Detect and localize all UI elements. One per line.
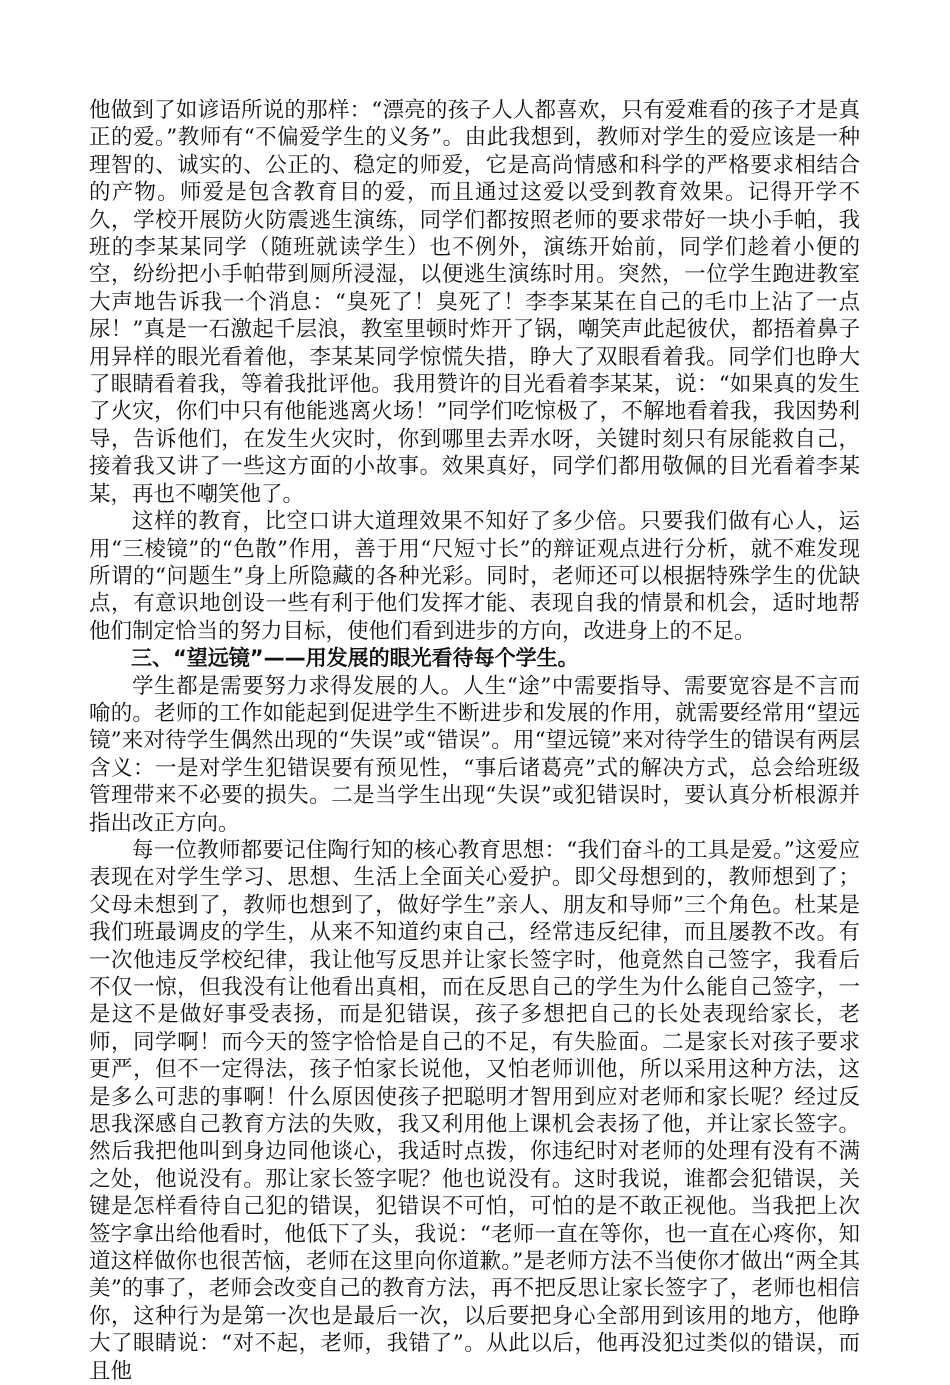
paragraph-tao-xingzhi-story: 每一位教师都要记住陶行知的核心教育思想：“我们奋斗的工具是爱。”这爱应表现在对学生学习、思想、生活上全面关心爱护。即父母想到的，教师想到了；父母未想到了，教师也想到了，做好学生”亲人、朋友和导师”三个角色。杜某是我们班最调皮的学生，从来不知道约束自己，经常违反纪律，而且屡教不改。有一次他违反学校纪律，我让他写反思并让家长签字时，他竟然自己签字，我看后不仅一惊，但我没有让他看出真相，而在反思自己的学生为什么能自己签字，一是这不是做好事受表扬，而是犯错误，孩子多想把自己的长处表现给家长，老师，同学啊！而今天的签字恰恰是自己的不足，有失脸面。二是家长对孩子要求更严，但不一定得法，孩子怕家长说他，又怕老师训他，所以采用这种方法，这是多么可悲的事啊！什么原因使孩子把聪明才智用到应对老师和家长呢？经过反思我深感自己教育方法的失败，我又利用他上课机会表扬了他，并让家长签字。然后我把他叫到身边同他谈心，我适时点拨，你违纪时对老师的处理有没有不满之处，他说没有。那让家长签字呢？他也说没有。这时我说，谁都会犯错误，关键是怎样看待自己犯的错误，犯错误不可怕，可怕的是不敢正视他。当我把上次签字拿出给他看时，他低下了头，我说：“老师一直在等你，也一直在心疼你，知道这样做你也很苦恼，老师在这里向你道歉。”是老师方法不当使你才做出“两全其美”的事了，老师会改变自己的教育方法，再不把反思让家长签字了，老师也相信你，这种行为是第一次也是最后一次，以后要把身心全部用到该用的地方，他睁大了眼睛说：“对不起，老师，我错了”。从此以后，他再没犯过类似的错误，而且他: [89, 837, 860, 1384]
paragraph-fire-drill-story: 他做到了如谚语所说的那样：“漂亮的孩子人人都喜欢，只有爱难看的孩子才是真正的爱。”教师有“不偏爱学生的义务”。由此我想到，教师对学生的爱应该是一种理智的、诚实的、公正的、稳定的师爱，它是高尚情感和科学的严格要求相结合的产物。师爱是包含教育目的爱，而且通过这爱以受到教育效果。记得开学不久，学校开展防火防震逃生演练，同学们都按照老师的要求带好一块小手帕，我班的李某某同学（随班就读学生）也不例外，演练开始前，同学们趁着小便的空，纷纷把小手帕带到厕所浸湿，以便逃生演练时用。突然，一位学生跑进教室大声地告诉我一个消息：“臭死了！臭死了！李李某某在自己的毛巾上沾了一点尿！”真是一石激起千层浪，教室里顿时炸开了锅，嘲笑声此起彼伏，都捂着鼻子用异样的眼光看着他，李某某同学惊慌失措，睁大了双眼看着我。同学们也睁大了眼睛看着我，等着我批评他。我用赞许的目光看着李某某，说：“如果真的发生了火灾，你们中只有他能逃离火场！”同学们吃惊极了，不解地看着我，我因势利导，告诉他们，在发生火灾时，你到哪里去弄水呀，关键时刻只有尿能救自己，接着我又讲了一些这方面的小故事。效果真好，同学们都用敬佩的目光看着李某某，再也不嘲笑他了。: [89, 98, 860, 507]
paragraph-telescope-intro: 学生都是需要努力求得发展的人。人生“途”中需要指导、需要宽容是不言而喻的。老师的工作如能起到促进学生不断进步和发展的作用，就需要经常用“望远镜”来对待学生偶然出现的“失误”或“错误”。用“望远镜”来对待学生的错误有两层含义：一是对学生犯错误要有预见性，“事后诸葛亮”式的解决方式，总会给班级管理带来不必要的损失。二是当学生出现“失误”或犯错误时，要认真分析根源并指出改正方向。: [89, 673, 860, 836]
section-heading-telescope: 三、“望远镜”——用发展的眼光看待每个学生。: [131, 646, 579, 671]
document-page: [89, 97, 860, 1385]
paragraph-prism-conclusion: 这样的教育，比空口讲大道理效果不知好了多少倍。只要我们做有心人，运用“三棱镜”的“色散”作用，善于用“尺短寸长”的辩证观点进行分析，就不难发现所谓的“问题生”身上所隐藏的各种光彩。同时，老师还可以根据特殊学生的优缺点，有意识地创设一些有利于他们发挥才能、表现自我的情景和机会，适时地帮他们制定恰当的努力目标，使他们看到进步的方向，改进身上的不足。: [89, 509, 860, 644]
